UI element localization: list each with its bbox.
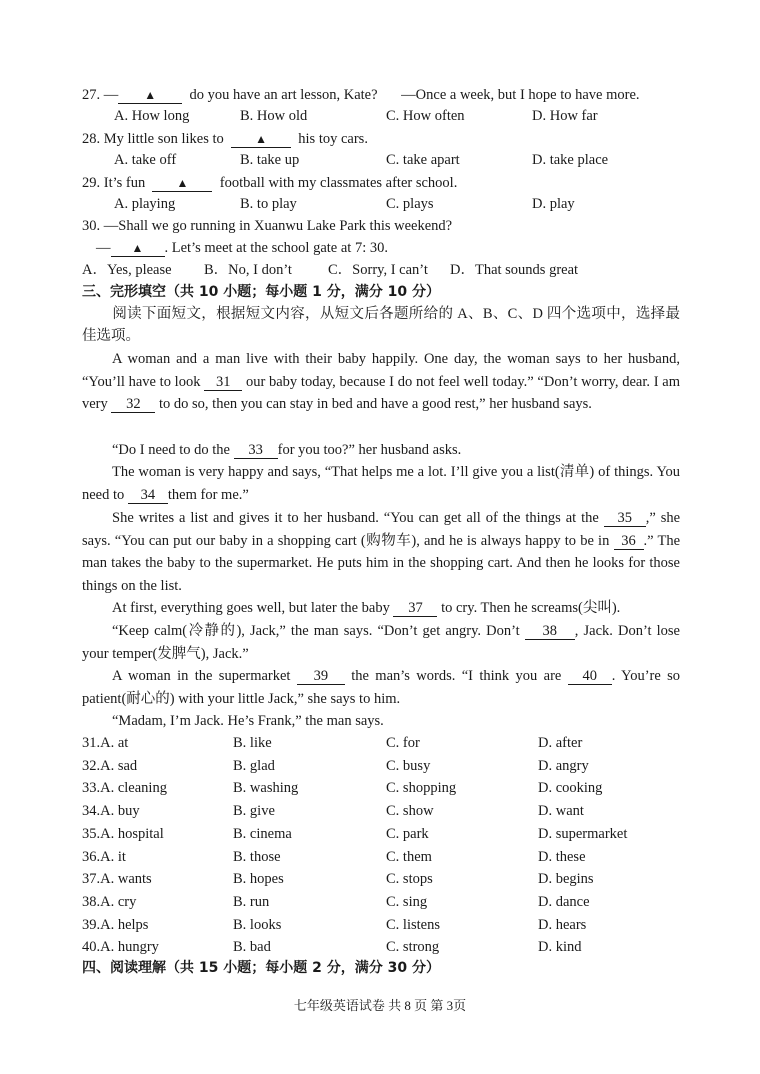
cloze-option[interactable]: 39.A. helps <box>82 916 149 933</box>
cloze-option[interactable]: B. cinema <box>233 825 292 842</box>
question-number: 27. <box>82 87 101 103</box>
blank-40[interactable]: 40 <box>568 669 612 685</box>
cloze-option[interactable]: D. begins <box>538 871 594 888</box>
blank-34[interactable]: 34 <box>128 488 168 504</box>
option-a[interactable]: A. take off <box>114 152 177 168</box>
passage-paragraph: She writes a list and gives it to her husband. “You can get all of the things at the 35 ,” she says. “You can put our baby in a shopping cart (购物车), and he is always happy to be in 36 .” The man takes the baby to the supermarket. He puts him in the shopping cart. And then he looks for those things on the list. <box>82 510 681 594</box>
cloze-option[interactable]: 36.A. it <box>82 848 126 865</box>
cloze-option[interactable]: D. cooking <box>538 780 603 797</box>
cloze-option[interactable]: C. sing <box>386 893 428 910</box>
option-d[interactable]: D. How far <box>532 108 598 124</box>
cloze-option[interactable]: 33.A. cleaning <box>82 780 167 797</box>
triangle-icon: ▲ <box>176 176 189 190</box>
option-d[interactable]: D．That sounds great <box>450 262 579 278</box>
answer-blank[interactable] <box>118 88 182 104</box>
cloze-option[interactable]: 37.A. wants <box>82 871 152 888</box>
cloze-option[interactable]: C. listens <box>386 916 440 933</box>
cloze-option[interactable]: B. like <box>233 735 272 751</box>
cloze-option[interactable]: C. show <box>386 803 434 820</box>
option-a[interactable]: A. playing <box>114 196 176 212</box>
section-instruction: 阅读下面短文，根据短文内容，从短文后各题所给的 A、B、C、D 四个选项中，选择最佳选项。 <box>82 306 680 344</box>
option-c[interactable]: C. How often <box>386 108 465 124</box>
cloze-option[interactable]: 32.A. sad <box>82 757 138 774</box>
cloze-option[interactable]: B. looks <box>233 916 282 933</box>
section-heading: 三、完形填空（共 10 小题；每小题 1 分，满分 10 分） <box>82 284 440 300</box>
page-footer: 七年级英语试卷 共 8 页 第 3页 <box>293 998 467 1013</box>
cloze-option[interactable]: D. after <box>538 735 583 751</box>
passage-paragraph: “Madam, I’m Jack. He’s Frank,” the man says. <box>112 713 384 729</box>
option-b[interactable]: B. How old <box>240 108 308 124</box>
blank-38[interactable]: 38 <box>525 624 575 640</box>
cloze-option[interactable]: C. them <box>386 848 432 865</box>
cloze-option[interactable]: C. shopping <box>386 780 457 797</box>
cloze-option[interactable]: D. hears <box>538 916 587 933</box>
passage-paragraph: The woman is very happy and says, “That helps me a lot. I’ll give you a list(清单) of things. You need to 34 them for me.” <box>82 464 680 503</box>
cloze-option[interactable]: C. for <box>386 735 420 751</box>
passage-paragraph: At first, everything goes well, but later the baby 37 to cry. Then he screams(尖叫). <box>112 600 621 616</box>
passage-paragraph: “Keep calm(冷静的), Jack,” the man says. “Don’t get angry. Don’t 38 , Jack. Don’t lose your temper(发脾气), Jack.” <box>82 623 680 662</box>
triangle-icon: ▲ <box>255 132 267 146</box>
cloze-option[interactable]: B. hopes <box>233 871 284 888</box>
question-30: 30. —Shall we go running in Xuanwu Lake Park this weekend? <box>82 218 453 234</box>
option-d[interactable]: D. take place <box>532 152 609 168</box>
option-a[interactable]: A. How long <box>114 108 190 124</box>
question-29: 29. It’s fun ▲ football with my classmates after school. <box>82 175 458 191</box>
cloze-option[interactable]: D. supermarket <box>538 825 628 842</box>
question-30-response: — ▲ . Let’s meet at the school gate at 7: 30. <box>96 240 388 256</box>
blank-31[interactable]: 31 <box>204 375 242 391</box>
cloze-option[interactable]: D. dance <box>538 893 590 910</box>
option-b[interactable]: B. to play <box>240 196 297 212</box>
answer-blank[interactable] <box>231 132 291 148</box>
cloze-option[interactable]: 38.A. cry <box>82 893 137 910</box>
option-c[interactable]: C．Sorry, I can’t <box>328 262 428 278</box>
question-27: 27. — ▲ do you have an art lesson, Kate? —Once a week, but I hope to have more. <box>82 87 640 103</box>
triangle-icon: ▲ <box>144 88 157 102</box>
passage-paragraph: A woman and a man live with their baby happily. One day, the woman says to her husband, “You’ll have to look 31 our baby today, because I do not feel well today.” “Don’t worry, dear. I am very 32 to do so, then you can stay in bed and have a good rest,” her husband says. <box>82 351 680 413</box>
answer-blank[interactable] <box>152 176 212 192</box>
cloze-option[interactable]: D. these <box>538 848 586 865</box>
blank-32[interactable]: 32 <box>111 397 155 413</box>
cloze-option[interactable]: C. park <box>386 825 429 842</box>
blank-33[interactable]: 33 <box>234 443 278 459</box>
option-c[interactable]: C. take apart <box>386 152 460 168</box>
blank-39[interactable]: 39 <box>297 669 345 685</box>
cloze-option[interactable]: 40.A. hungry <box>82 939 159 956</box>
answer-blank[interactable] <box>111 241 165 257</box>
cloze-option[interactable]: B. washing <box>233 780 299 797</box>
option-a[interactable]: A．Yes, please <box>82 262 172 278</box>
cloze-option[interactable]: D. kind <box>538 939 582 956</box>
blank-37[interactable]: 37 <box>393 601 437 617</box>
cloze-option[interactable]: 34.A. buy <box>82 803 140 820</box>
passage-paragraph: A woman in the supermarket 39 the man’s words. “I think you are 40 . You’re so patient(耐心的) with your little Jack,” she says to him. <box>82 668 681 707</box>
cloze-option[interactable]: C. busy <box>386 757 431 774</box>
cloze-option[interactable]: 31.A. at <box>82 735 129 751</box>
cloze-option[interactable]: D. angry <box>538 757 589 774</box>
question-28: 28. My little son likes to ▲ his toy cars. <box>82 131 368 147</box>
option-b[interactable]: B. take up <box>240 152 300 168</box>
blank-35[interactable]: 35 <box>604 511 646 527</box>
option-d[interactable]: D. play <box>532 196 575 212</box>
blank-36[interactable]: 36 <box>614 534 644 550</box>
cloze-option[interactable]: B. run <box>233 893 270 910</box>
option-b[interactable]: B．No, I don’t <box>204 262 292 278</box>
triangle-icon: ▲ <box>131 241 144 255</box>
cloze-option[interactable]: D. want <box>538 803 584 820</box>
option-c[interactable]: C. plays <box>386 196 434 212</box>
cloze-option[interactable]: B. give <box>233 803 275 820</box>
cloze-option[interactable]: B. glad <box>233 757 275 774</box>
cloze-option[interactable]: 35.A. hospital <box>82 825 164 842</box>
cloze-option[interactable]: B. those <box>233 848 281 865</box>
cloze-option[interactable]: C. stops <box>386 871 433 888</box>
cloze-option[interactable]: B. bad <box>233 939 271 956</box>
passage-paragraph: “Do I need to do the 33 for you too?” her husband asks. <box>112 442 462 458</box>
section-heading: 四、阅读理解（共 15 小题；每小题 2 分，满分 30 分） <box>82 960 440 976</box>
cloze-option[interactable]: C. strong <box>386 939 440 956</box>
